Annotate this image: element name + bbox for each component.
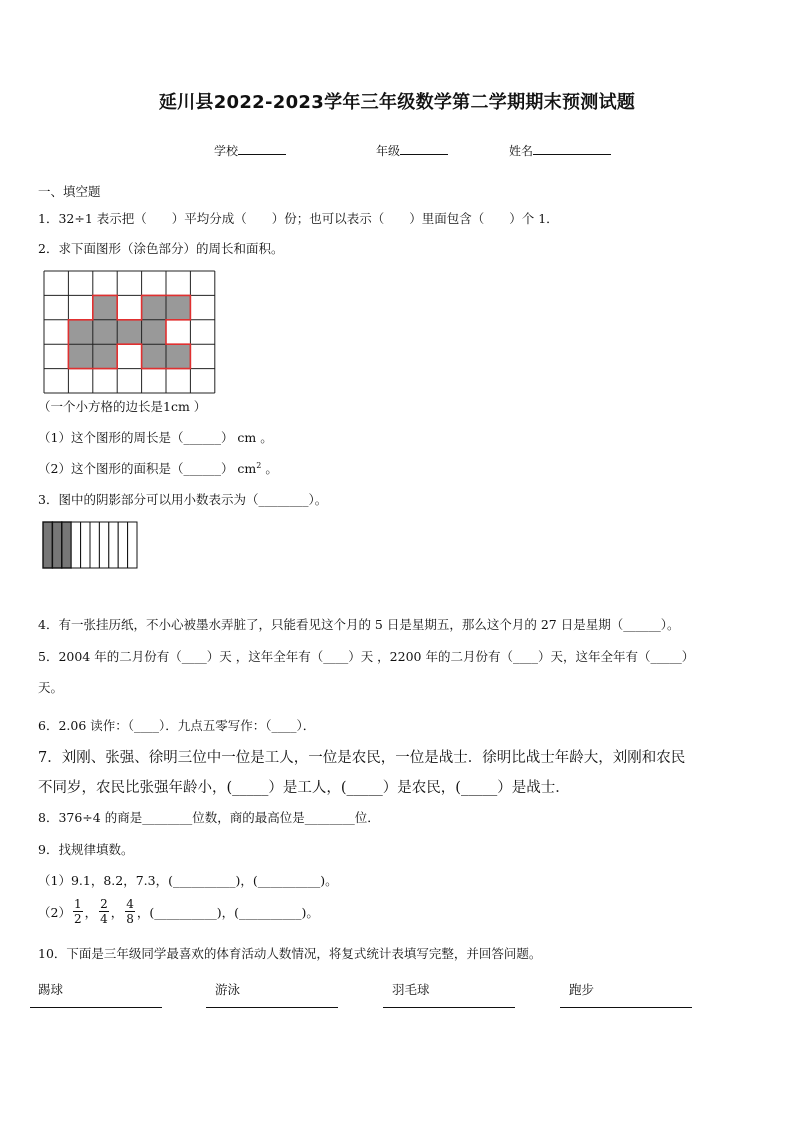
section-heading: 一、填空题: [38, 184, 101, 199]
activity-line-4: [560, 1007, 692, 1008]
question-6: 6．2.06 读作：（____）．九点五零写作：（____）．: [38, 718, 316, 733]
activity-label-1: 踢球: [38, 982, 64, 997]
question-2-sub1: （1）这个图形的周长是（______） cm 。: [38, 430, 273, 445]
strip-cell-shaded: [62, 522, 71, 568]
question-5-line1: 5．2004 年的二月份有（____）天 ，这年全年有（____）天 ，2200 年的二月份有（____）天，这年全年有（_____）: [38, 649, 695, 664]
fraction-3: $\frac{4}{8}$: [126, 897, 134, 926]
question-9: 9．找规律填数。: [38, 842, 134, 857]
strip-cell: [128, 522, 137, 568]
strip-cell-shaded: [43, 522, 52, 568]
activity-line-2: [206, 1007, 338, 1008]
strip-cell: [118, 522, 127, 568]
decimal-strip-figure: [42, 521, 138, 569]
strip-cell: [109, 522, 118, 568]
school-blank[interactable]: [238, 142, 286, 155]
question-7-line1: 7．刘刚、张强、徐明三位中一位是工人，一位是农民，一位是战士．徐明比战士年龄大，刘刚和农民: [38, 750, 686, 766]
activity-line-3: [383, 1007, 515, 1008]
question-9-sub1: （1）9.1，8.2，7.3，(__________)，(__________)。: [38, 873, 338, 888]
shaded-region: [68, 295, 190, 368]
grade-blank[interactable]: [400, 142, 448, 155]
question-1: 1．32÷1 表示把（ ）平均分成（ ）份；也可以表示（ ）里面包含（ ）个 1．: [38, 211, 559, 226]
question-3: 3．图中的阴影部分可以用小数表示为（________）。: [38, 492, 328, 507]
fraction-2: $\frac{2}{4}$: [100, 897, 108, 926]
activity-label-4: 跑步: [569, 982, 595, 997]
question-2-note: （一个小方格的边长是1cm ）: [38, 399, 207, 414]
question-2-sub2: （2）这个图形的面积是（______） $cm^2$ 。: [38, 460, 278, 476]
fraction-1: $\frac{1}{2}$: [73, 897, 82, 926]
name-field: 姓名: [509, 142, 611, 159]
question-5-line2: 天。: [38, 680, 64, 695]
activity-label-3: 羽毛球: [392, 982, 430, 997]
question-10: 10．下面是三年级同学最喜欢的体育活动人数情况，将复式统计表填写完整，并回答问题。: [38, 946, 542, 961]
page-title: 延川县2022-2023学年三年级数学第二学期期末预测试题: [158, 92, 636, 113]
question-9-sub2: （2） $\frac{1}{2}$ ， $\frac{2}{4}$ ， $\frac{4}{8}$ ，(__________)，(__________)。: [38, 897, 319, 926]
strip-cell-shaded: [52, 522, 61, 568]
grade-field: 年级: [376, 142, 448, 159]
question-8: 8．376÷4 的商是________位数，商的最高位是________位．: [38, 810, 380, 825]
question-4: 4．有一张挂历纸，不小心被墨水弄脏了，只能看见这个月的 5 日是星期五，那么这个月的 27 日是星期（______）。: [38, 617, 680, 632]
name-blank[interactable]: [533, 142, 611, 155]
strip-cell: [81, 522, 90, 568]
shaded-grid-figure: [43, 270, 216, 394]
strip-cell: [99, 522, 108, 568]
strip-cell: [71, 522, 80, 568]
question-2: 2．求下面图形（涂色部分）的周长和面积。: [38, 241, 284, 256]
question-7-line2: 不同岁，农民比张强年龄小，(_____）是工人，(_____）是农民，(_____）是战士．: [38, 780, 570, 796]
activity-label-2: 游泳: [215, 982, 241, 997]
activity-line-1: [30, 1007, 162, 1008]
strip-cell: [90, 522, 99, 568]
school-field: 学校: [214, 142, 286, 159]
